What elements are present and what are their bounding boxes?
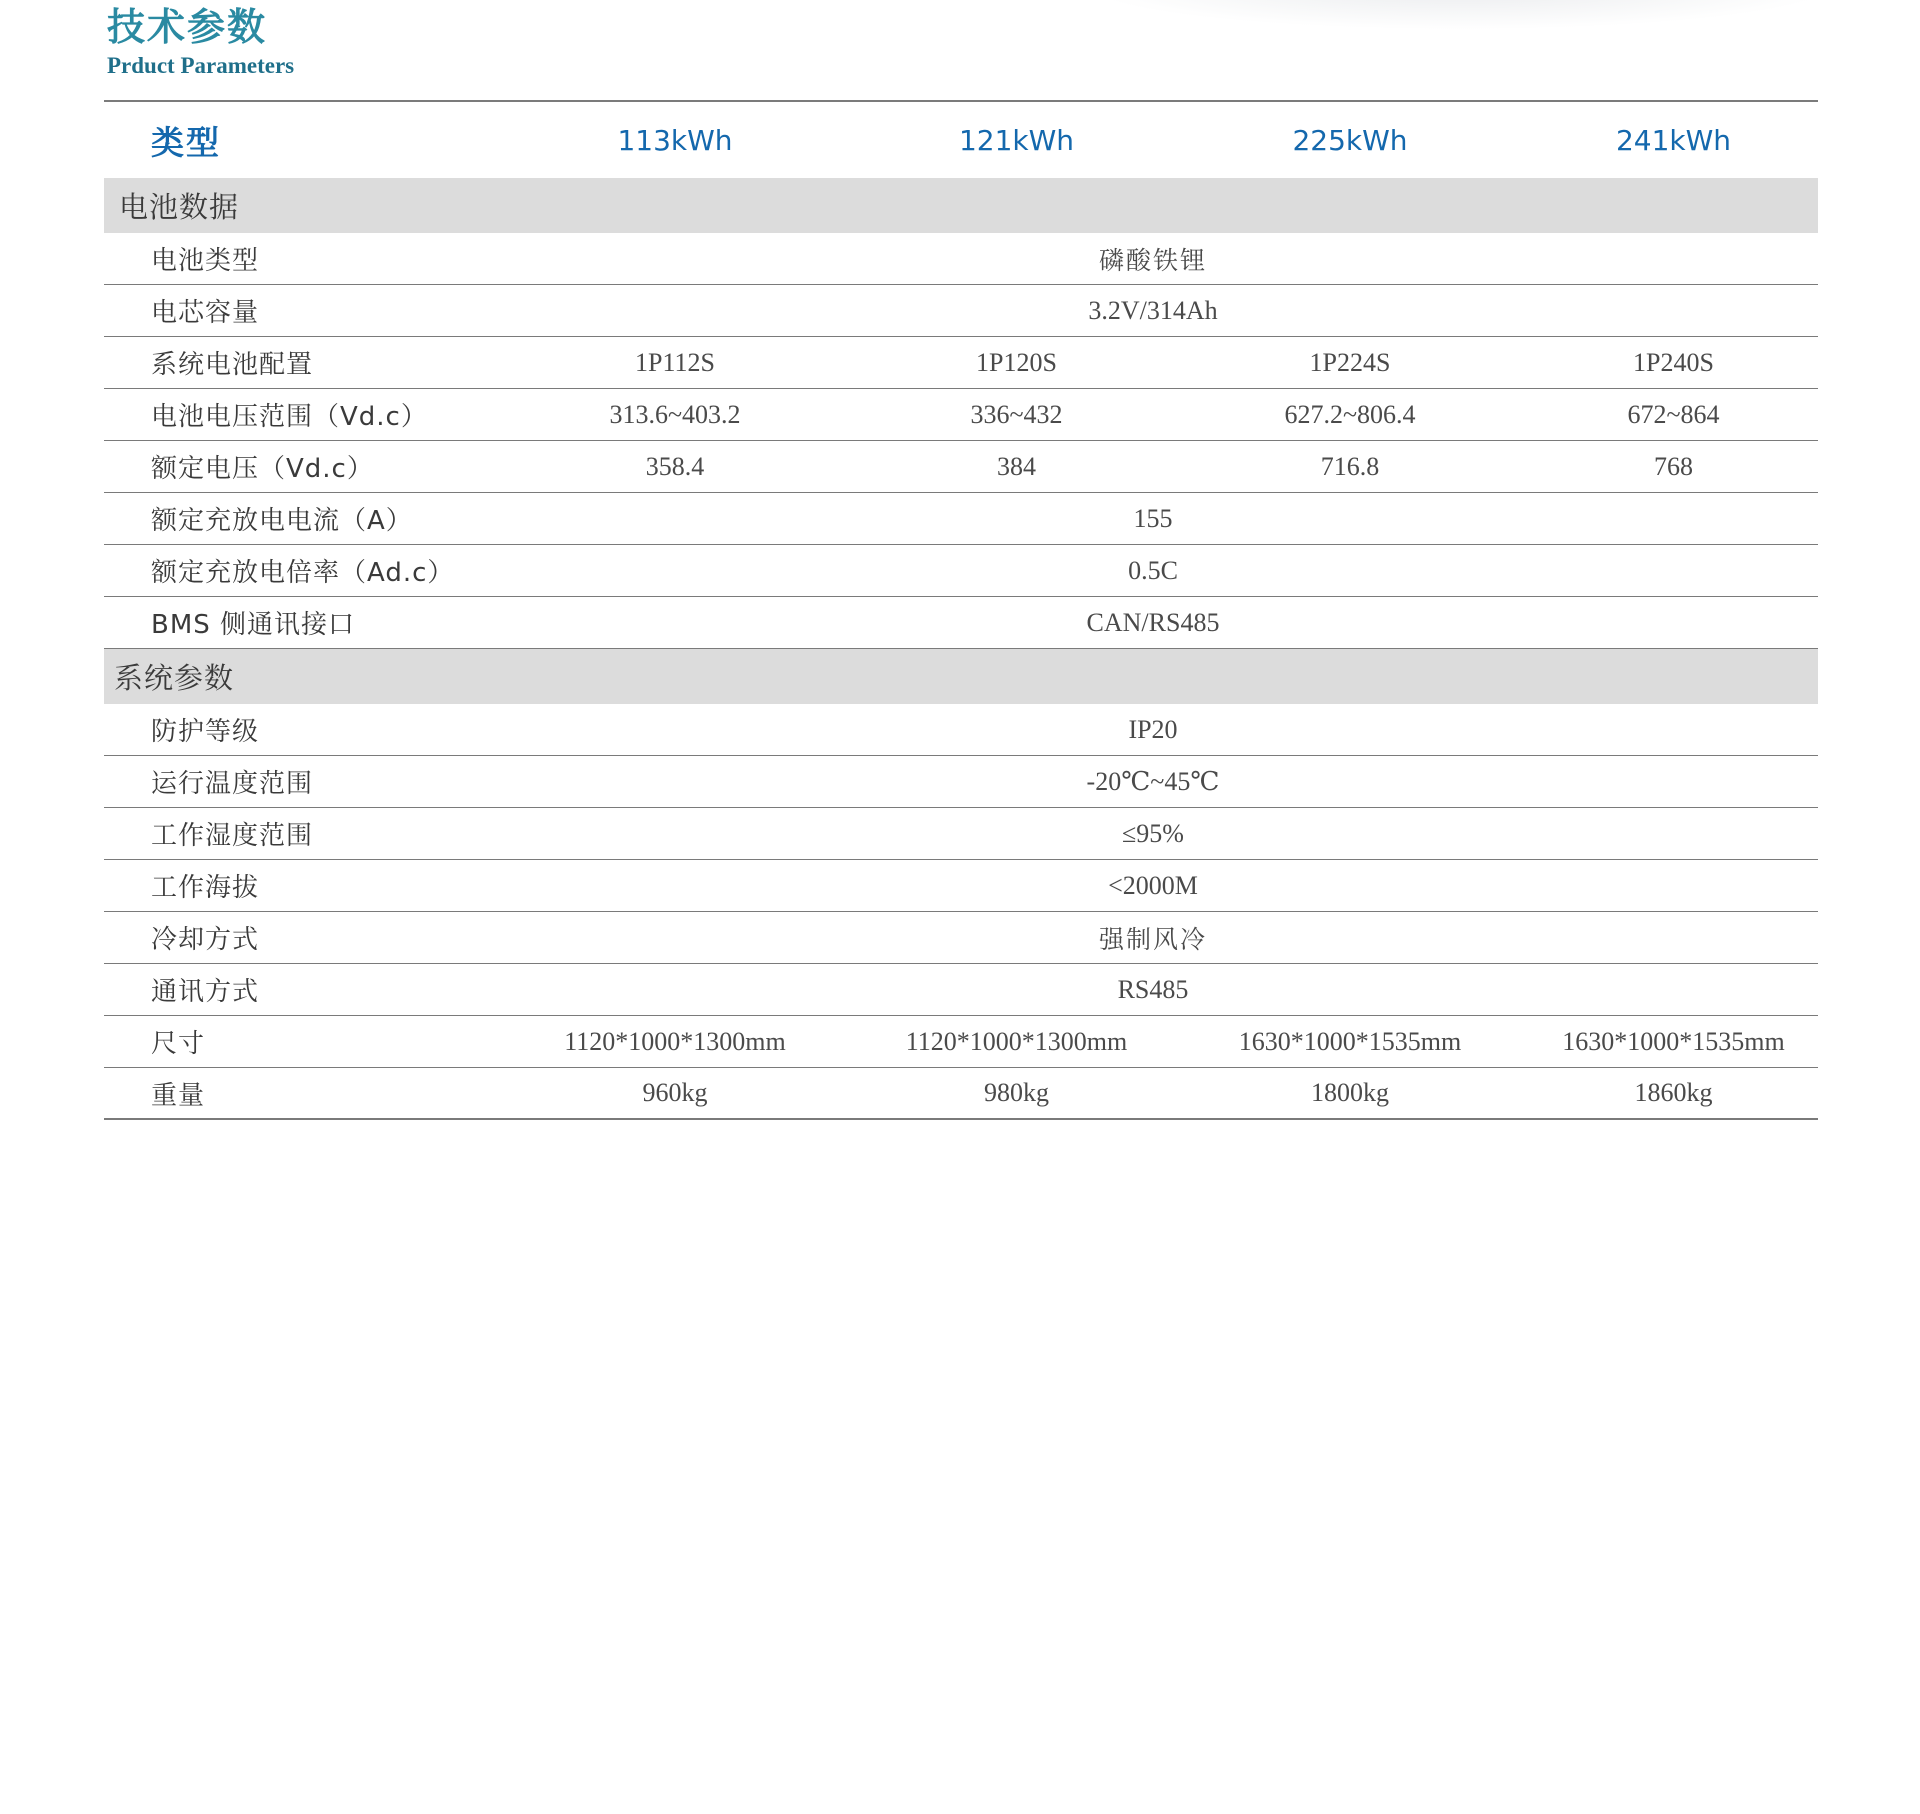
section-title: 电池数据	[119, 190, 240, 224]
row-label: 通讯方式	[151, 977, 260, 1007]
section-title: 系统参数	[114, 661, 235, 695]
row-value: 1P112S	[635, 347, 715, 377]
header-model: 225kWh	[1292, 123, 1408, 157]
table-row	[104, 337, 1818, 389]
row-value-shared: <2000M	[1108, 870, 1198, 900]
row-label: 额定充放电倍率（Ad.c）	[151, 558, 455, 588]
row-value-shared: 强制风冷	[1098, 924, 1207, 954]
table-row	[104, 756, 1818, 808]
row-value: 980kg	[984, 1078, 1049, 1107]
table-row	[104, 912, 1818, 964]
row-label: 工作湿度范围	[151, 821, 314, 851]
table-row	[104, 233, 1818, 285]
table-row	[104, 1016, 1818, 1068]
row-value-shared: IP20	[1128, 714, 1178, 744]
table-row	[104, 1068, 1818, 1120]
row-label: 电芯容量	[151, 298, 260, 328]
row-value-shared: -20℃~45℃	[1086, 766, 1220, 796]
row-label: 电池电压范围（Vd.c）	[151, 402, 428, 432]
section-header-row	[104, 178, 1818, 233]
table-row	[104, 441, 1818, 493]
table-row	[104, 597, 1818, 649]
row-value: 358.4	[645, 451, 705, 481]
row-value: 1630*1000*1535mm	[1562, 1026, 1785, 1056]
table-row	[104, 808, 1818, 860]
table-row	[104, 704, 1818, 756]
row-value: 1120*1000*1300mm	[905, 1026, 1128, 1056]
row-label: 尺寸	[151, 1029, 206, 1059]
row-value-shared: 0.5C	[1128, 555, 1178, 585]
row-value: 1P120S	[976, 347, 1057, 377]
row-label: 额定电压（Vd.c）	[151, 454, 374, 484]
header-model: 241kWh	[1615, 123, 1732, 157]
row-value: 1860kg	[1634, 1078, 1713, 1107]
row-label: 系统电池配置	[151, 350, 314, 380]
decorative-glow	[1080, 0, 1840, 30]
table-row	[104, 860, 1818, 912]
row-label: 工作海拔	[151, 873, 260, 903]
row-value-shared: 155	[1133, 503, 1173, 533]
row-value-shared: ≤95%	[1122, 818, 1184, 848]
header-model: 121kWh	[958, 123, 1075, 157]
row-value: 1P240S	[1633, 347, 1714, 377]
row-value-shared: CAN/RS485	[1086, 607, 1220, 637]
row-value: 336~432	[970, 399, 1063, 429]
row-value-shared: 3.2V/314Ah	[1088, 295, 1218, 325]
header-model: 113kWh	[617, 123, 733, 157]
page-title-block	[107, 0, 294, 79]
table-header-row	[104, 102, 1818, 178]
section-header-row	[104, 649, 1818, 704]
row-value: 1P224S	[1309, 347, 1391, 377]
row-value: 313.6~403.2	[609, 399, 741, 429]
row-value-shared: RS485	[1117, 974, 1189, 1004]
row-value: 1120*1000*1300mm	[564, 1026, 786, 1056]
table-row	[104, 964, 1818, 1016]
table-row	[104, 285, 1818, 337]
table-row	[104, 389, 1818, 441]
row-value: 1630*1000*1535mm	[1238, 1026, 1462, 1056]
row-label: 防护等级	[151, 717, 260, 747]
row-value-shared: 磷酸铁锂	[1098, 245, 1207, 275]
row-label: BMS 侧通讯接口	[151, 610, 356, 640]
row-value: 716.8	[1320, 451, 1380, 481]
spec-table	[104, 102, 1818, 1120]
row-value: 1800kg	[1311, 1078, 1389, 1107]
row-label: 运行温度范围	[151, 769, 314, 799]
row-label: 冷却方式	[151, 925, 260, 955]
table-row	[104, 493, 1818, 545]
row-value: 768	[1654, 451, 1693, 481]
row-label: 额定充放电电流（A）	[151, 506, 413, 536]
row-value: 384	[997, 451, 1036, 481]
page-subtitle: Prduct Parameters	[107, 53, 295, 78]
header-type-label: 类型	[151, 122, 221, 162]
row-value: 672~864	[1627, 399, 1720, 429]
row-label: 重量	[151, 1080, 206, 1111]
row-value: 627.2~806.4	[1284, 399, 1416, 429]
table-row	[104, 545, 1818, 597]
row-value: 960kg	[642, 1078, 708, 1107]
row-label: 电池类型	[151, 246, 260, 276]
page-title: 技术参数	[107, 5, 268, 49]
